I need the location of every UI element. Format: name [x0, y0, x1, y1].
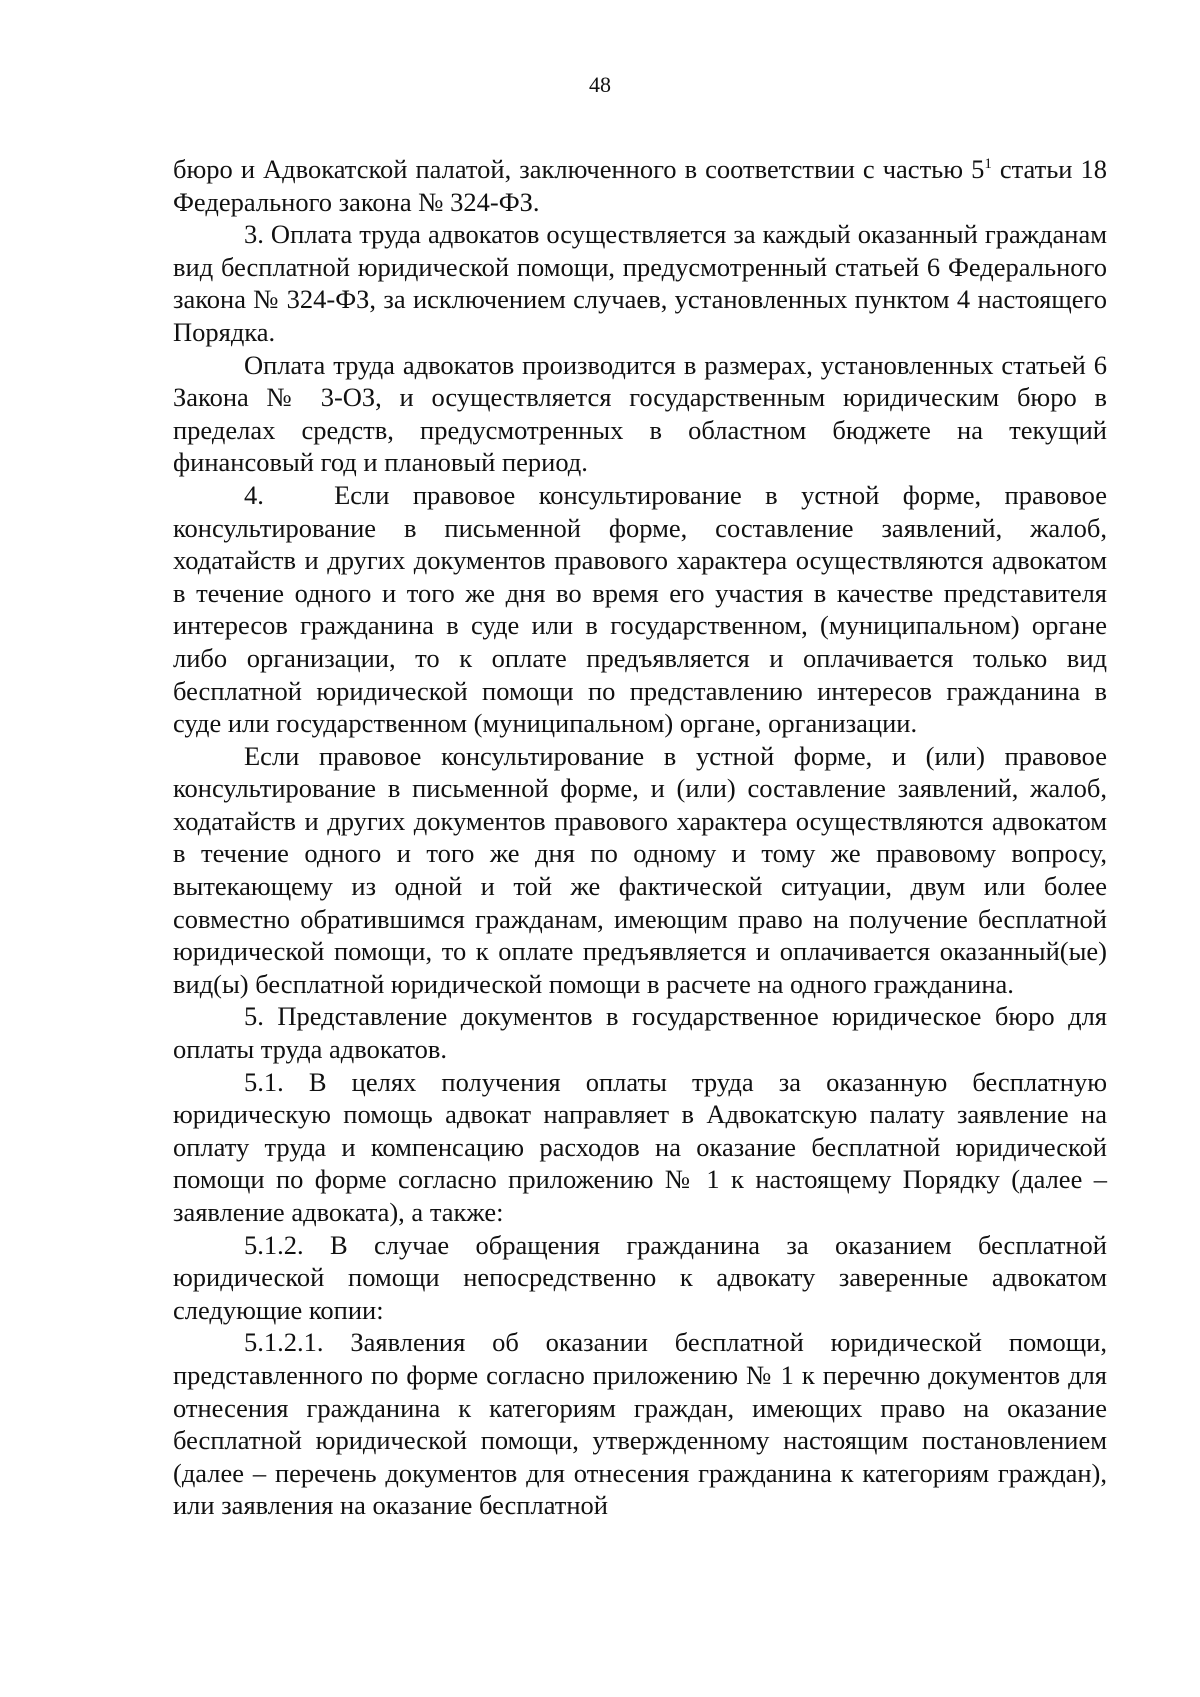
- paragraph-clause-5-1-2-1: 5.1.2.1. Заявления об оказании бесплатной юридической помощи, представленного по форме согласно приложению № 1 к перечню документов для отнесения гражданина к категориям граждан, имеющих право на оказание бесплатной юридической помощи, утвержденному настоящим постановлением (далее – перечень документов для отнесения гражданина к категориям граждан), или заявления на оказание бесплатной: [173, 1327, 1107, 1521]
- paragraph-text-tail: статьи 18 Федерального закона № 324-ФЗ.: [173, 154, 1107, 217]
- paragraph-clause-5: 5. Представление документов в государственное юридическое бюро для оплаты труда адвокатов.: [173, 1001, 1107, 1065]
- paragraph-text: бюро и Адвокатской палатой, заключенного в соответствии с частью 5: [173, 154, 985, 184]
- superscript: 1: [984, 156, 992, 172]
- paragraph-multiple-citizens: Если правовое консультирование в устной форме, и (или) правовое консультирование в письменной форме, и (или) составление заявлений, жалоб, ходатайств и других документов правового характера осуществляются адвокатом в течение одного и того же дня по одному и тому же правовому вопросу, вытекающему из одной и той же фактической ситуации, двум или более совместно обратившимся гражданам, имеющим право на получение бесплатной юридической помощи, то к оплате предъявляется и оплачивается оказанный(ые) вид(ы) бесплатной юридической помощи в расчете на одного гражданина.: [173, 740, 1107, 999]
- document-body: [173, 153, 1114, 1522]
- paragraph-clause-4: 4. Если правовое консультирование в устной форме, правовое консультирование в письменной форме, составление заявлений, жалоб, ходатайств и других документов правового характера осуществляются адвокатом в течение одного и того же дня во время его участия в качестве представителя интересов гражданина в суде или в государственном, (муниципальном) органе либо организации, то к оплате предъявляется и оплачивается только вид бесплатной юридической помощи по представлению интересов гражданина в суде или государственном (муниципальном) органе, организации.: [173, 479, 1114, 739]
- paragraph-clause-5-1: 5.1. В целях получения оплаты труда за оказанную бесплатную юридическую помощь адвокат направляет в Адвокатскую палату заявление на оплату труда и компенсацию расходов на оказание бесплатной юридической помощи по форме согласно приложению № 1 к настоящему Порядку (далее – заявление адвоката), а также:: [173, 1066, 1107, 1227]
- paragraph-clause-5-1-2: 5.1.2. В случае обращения гражданина за оказанием бесплатной юридической помощи непосредственно к адвокату заверенные адвокатом следующие копии:: [173, 1229, 1107, 1325]
- paragraph-payment-amount: Оплата труда адвокатов производится в размерах, установленных статьей 6 Закона № 3-ОЗ, и осуществляется государственным юридическим бюро в пределах средств, предусмотренных в областном бюджете на текущий финансовый год и плановый период.: [173, 349, 1107, 478]
- paragraph-continuation: [173, 153, 1107, 218]
- page-number: 48: [589, 72, 611, 97]
- paragraph-clause-3: 3. Оплата труда адвокатов осуществляется за каждый оказанный гражданам вид бесплатной юридической помощи, предусмотренный статьей 6 Федерального закона № 324-ФЗ, за исключением случаев, установленных пунктом 4 настоящего Порядка.: [173, 219, 1107, 347]
